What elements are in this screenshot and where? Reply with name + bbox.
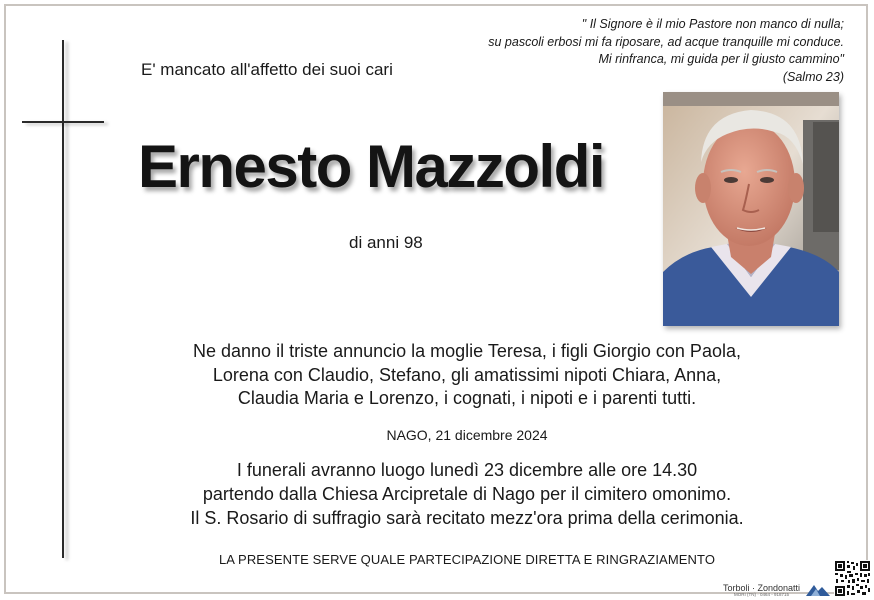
- footer-notice: LA PRESENTE SERVE QUALE PARTECIPAZIONE DIRETTA E RINGRAZIAMENTO: [218, 552, 716, 567]
- intro-text: E' mancato all'affetto dei suoi cari: [141, 60, 393, 79]
- funeral-line: Il S. Rosario di suffragio sarà recitato mezz'ora prima della cerimonia.: [190, 508, 744, 528]
- announcement-text: [110, 340, 824, 411]
- agency-logo-icon: [805, 583, 831, 597]
- funeral-details: [110, 458, 824, 530]
- psalm-quote: [404, 16, 844, 86]
- agency-name: Torboli · Zondonatti: [723, 583, 801, 593]
- funeral-line: partendo dalla Chiesa Arcipretale di Nago per il cimitero omonimo.: [202, 484, 732, 504]
- cross-icon-vertical: [62, 40, 64, 558]
- agency-details: MORI (TN) · 0464 - 918715: [734, 592, 790, 597]
- place-date: NAGO, 21 dicembre 2024: [386, 427, 548, 443]
- funeral-line: I funerali avranno luogo lunedì 23 dicembre alle ore 14.30: [236, 460, 698, 480]
- deceased-name: Ernesto Mazzoldi: [138, 133, 605, 200]
- quote-line: su pascoli erbosi mi fa riposare, ad acque tranquille mi conduce.: [488, 34, 844, 49]
- qr-code-icon[interactable]: [834, 560, 871, 597]
- deceased-age: di anni 98: [349, 233, 423, 252]
- quote-source: (Salmo 23): [782, 69, 844, 84]
- quote-line: Mi rinfranca, mi guida per il giusto cammino": [598, 52, 844, 66]
- announcement-line: Ne danno il triste annuncio la moglie Teresa, i figli Giorgio con Paola,: [193, 341, 741, 361]
- portrait-photo: [663, 92, 839, 326]
- announcement-line: Claudia Maria e Lorenzo, i cognati, i nipoti e i parenti tutti.: [237, 388, 697, 408]
- cross-icon-horizontal: [22, 121, 104, 123]
- quote-line: " Il Signore è il mio Pastore non manco di nulla;: [581, 17, 844, 31]
- announcement-line: Lorena con Claudio, Stefano, gli amatissimi nipoti Chiara, Anna,: [212, 364, 722, 385]
